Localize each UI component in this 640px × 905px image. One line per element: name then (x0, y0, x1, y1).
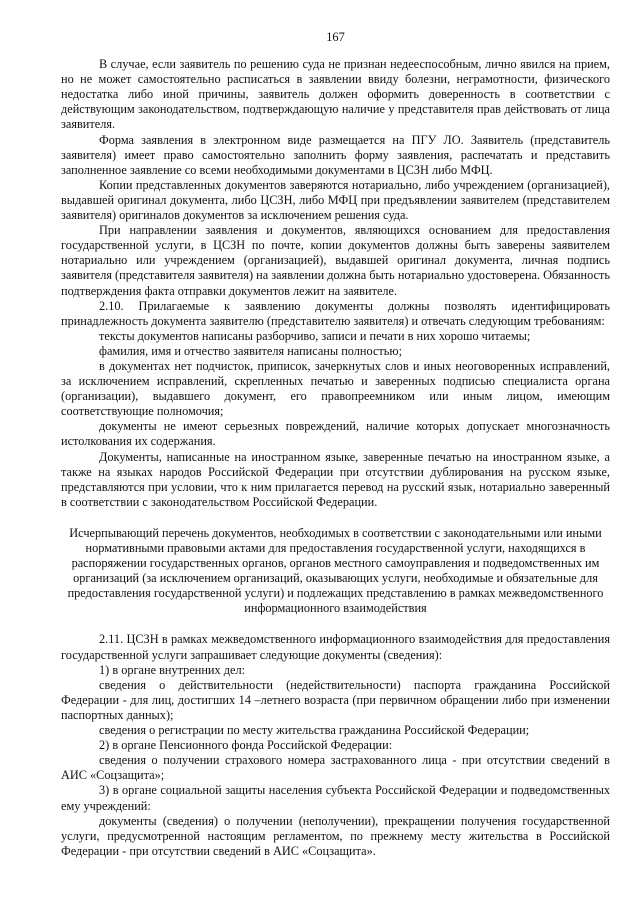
paragraph-copies-certification: Копии представленных документов заверяются нотариально, либо учреждением (организацией), выдавшей оригинал документа, либо ЦСЗН, либо МФЦ при предъявлении заявителем (представителем заявителя) оригиналов документов за исключением решения суда. (61, 177, 610, 223)
section-gap (61, 510, 610, 526)
paragraph-signature-inability: В случае, если заявитель по решению суда не признан недееспособным, лично явился на прием, но не может самостоятельно расписаться в заявлении ввиду болезни, неграмотности, физического недостатка либо иной причины, заявитель должен оформить доверенность в соответствии с действующим законодательством, подтверждающую наличие у представителя прав действовать от лица заявителя. (61, 57, 610, 132)
list-item-service-documents: документы (сведения) о получении (неполучении), прекращении получения государственной услуги, предусмотренной настоящим регламентом, по прежнему месту жительства в Российской Федерации - при отсутствии сведений в АИС «Соцзащита». (61, 813, 610, 858)
section-heading-interagency-documents: Исчерпывающий перечень документов, необходимых в соответствии с законодательными или иными нормативными правовыми актами для предоставления государственной услуги, находящихся в распоряжении государственных органов, органов местного самоуправления и подведомственных им организаций (за исключением организаций, оказывающих услуги, необходимые и обязательные для предоставления государственной услуги) и подлежащих представлению в рамках межведомственного информационного взаимодействия (67, 525, 604, 616)
list-item-registration: сведения о регистрации по месту жительства гражданина Российской Федерации; (99, 723, 530, 738)
page-number: 167 (326, 30, 345, 44)
section-gap (61, 616, 610, 632)
list-item-insurance-number: сведения о получении страхового номера застрахованного лица - при отсутствии сведений в АИС «Соцзащита»; (61, 753, 610, 783)
requirement-no-corrections: в документах нет подчисток, приписок, зачеркнутых слов и иных неоговоренных исправлений, за исключением исправлений, скрепленных печатью и заверенных подписью специалиста органа (организации), выдавшего документ, его правопреемником или иным лицом, имеющим соответствующие полномочия; (61, 358, 610, 419)
list-item-social-protection: 3) в органе социальной защиты населения субъекта Российской Федерации и подведомственных ему учреждений: (61, 783, 610, 813)
paragraph-2-11-interagency: 2.11. ЦСЗН в рамках межведомственного информационного взаимодействия для предоставления государственной услуги запрашивает следующие документы (сведения): (61, 632, 610, 662)
requirement-full-name: фамилия, имя и отчество заявителя написаны полностью; (99, 343, 403, 358)
list-item-passport-validity: сведения о действительности (недействительности) паспорта гражданина Российской Федерации - для лиц, достигших 14 –летнего возраста (при первичном обращении либо при изменении паспортных данных); (61, 677, 610, 722)
paragraph-electronic-form: Форма заявления в электронном виде размещается на ПГУ ЛО. Заявитель (представитель заявителя) имеет право самостоятельно заполнить форму заявления, распечатать и представить заполненное заявление со всеми необходимыми документами в ЦСЗН либо МФЦ. (61, 132, 610, 177)
paragraph-2-10-requirements: 2.10. Прилагаемые к заявлению документы должны позволять идентифицировать принадлежность документа заявителю (представителю заявителя) и отвечать следующим требованиям: (61, 298, 610, 328)
list-item-pension-fund: 2) в органе Пенсионного фонда Российской Федерации: (99, 738, 393, 753)
list-item-internal-affairs: 1) в органе внутренних дел: (99, 662, 246, 677)
paragraph-postal-submission: При направлении заявления и документов, являющихся основанием для предоставления государственной услуги, в ЦСЗН по почте, копии документов должны быть заверены заявителем нотариально или учреждением (организацией), выдавшей оригинал документа, личная подпись заявителя (представителя заявителя) на заявлении должна быть нотариально удостоверена. Обязанность подтверждения факта отправки документов лежит на заявителе. (61, 223, 610, 298)
paragraph-foreign-language: Документы, написанные на иностранном языке, заверенные печатью на иностранном языке, а также на языках народов Российской Федерации при отсутствии дублирования на русском языке, представляются при условии, что к ним прилагается перевод на русский язык, нотариально заверенный в соответствии с законодательством Российской Федерации. (61, 449, 610, 509)
requirement-legible-text: тексты документов написаны разборчиво, записи и печати в них хорошо читаемы; (99, 328, 531, 343)
requirement-no-damage: документы не имеют серьезных повреждений, наличие которых допускает многозначность истолкования их содержания. (61, 419, 610, 449)
